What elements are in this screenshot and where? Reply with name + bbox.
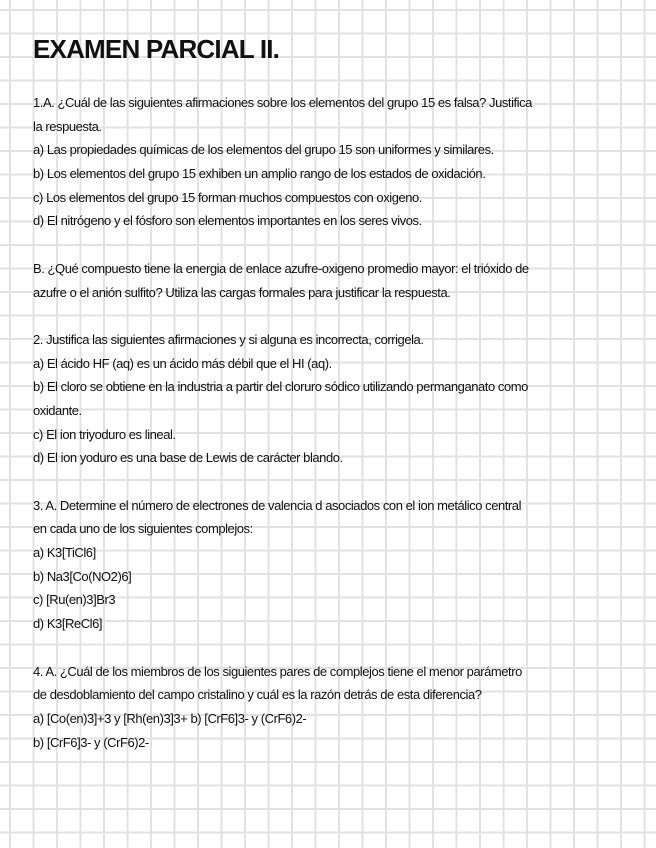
question-line: B. ¿Qué compuesto tiene la energia de enlace azufre-oxigeno promedio mayor: el trióxido de <box>33 260 529 276</box>
question-line: en cada uno de los siguientes complejos: <box>33 521 253 537</box>
question-line: azufre o el anión sulfito? Utiliza las cargas formales para justificar la respuesta. <box>33 284 451 300</box>
option-a: a) K3[TiCl6] <box>33 545 96 561</box>
option-d: d) El ion yoduro es una base de Lewis de carácter blando. <box>33 450 343 466</box>
question-1a <box>33 91 633 233</box>
option-d: d) K3[ReCl6] <box>33 616 103 632</box>
exam-content <box>33 91 633 754</box>
option-a: a) Las propiedades químicas de los elementos del grupo 15 son uniformes y similares. <box>33 142 494 158</box>
question-line: 2. Justifica las siguientes afirmaciones y si alguna es incorrecta, corrigela. <box>33 331 424 347</box>
question-3 <box>33 494 633 636</box>
option-c: c) [Ru(en)3]Br3 <box>33 592 116 608</box>
question-line: 4. A. ¿Cuál de los miembros de los siguientes pares de complejos tiene el menor parámetro <box>33 663 522 679</box>
question-1b <box>33 257 633 304</box>
option-a: a) El ácido HF (aq) es un ácido más débil que el HI (aq). <box>33 355 332 371</box>
option-d: d) El nitrógeno y el fósforo son elementos importantes en los seres vivos. <box>33 213 422 229</box>
option-c: c) El ion triyoduro es lineal. <box>33 426 176 442</box>
question-line: la respuesta. <box>33 118 102 134</box>
question-line: 1.A. ¿Cuál de las siguientes afirmaciones sobre los elementos del grupo 15 es falsa? Justifica <box>33 95 532 110</box>
option-c: c) Los elementos del grupo 15 forman muchos compuestos con oxigeno. <box>33 189 422 205</box>
question-2 <box>33 328 633 470</box>
question-line: de desdoblamiento del campo cristalino y cuál es la razón detrás de esta diferencia? <box>33 687 482 703</box>
question-line: 3. A. Determine el número de electrones de valencia d asociados con el ion metálico central <box>33 497 522 513</box>
exam-title: EXAMEN PARCIAL II. <box>33 34 280 64</box>
option-b: b) Na3[Co(NO2)6] <box>33 568 132 584</box>
option-b: b) [CrF6]3- y (CrF6)2- <box>33 734 149 750</box>
question-4 <box>33 660 633 755</box>
option-b: b) Los elementos del grupo 15 exhiben un amplio rango de los estados de oxidación. <box>33 166 486 182</box>
option-b-cont: oxidante. <box>33 402 82 418</box>
option-a: a) [Co(en)3]+3 y [Rh(en)3]3+ b) [CrF6]3- y (CrF6)2- <box>33 710 307 726</box>
option-b: b) El cloro se obtiene en la industria a partir del cloruro sódico utilizando permanganato como <box>33 379 528 395</box>
